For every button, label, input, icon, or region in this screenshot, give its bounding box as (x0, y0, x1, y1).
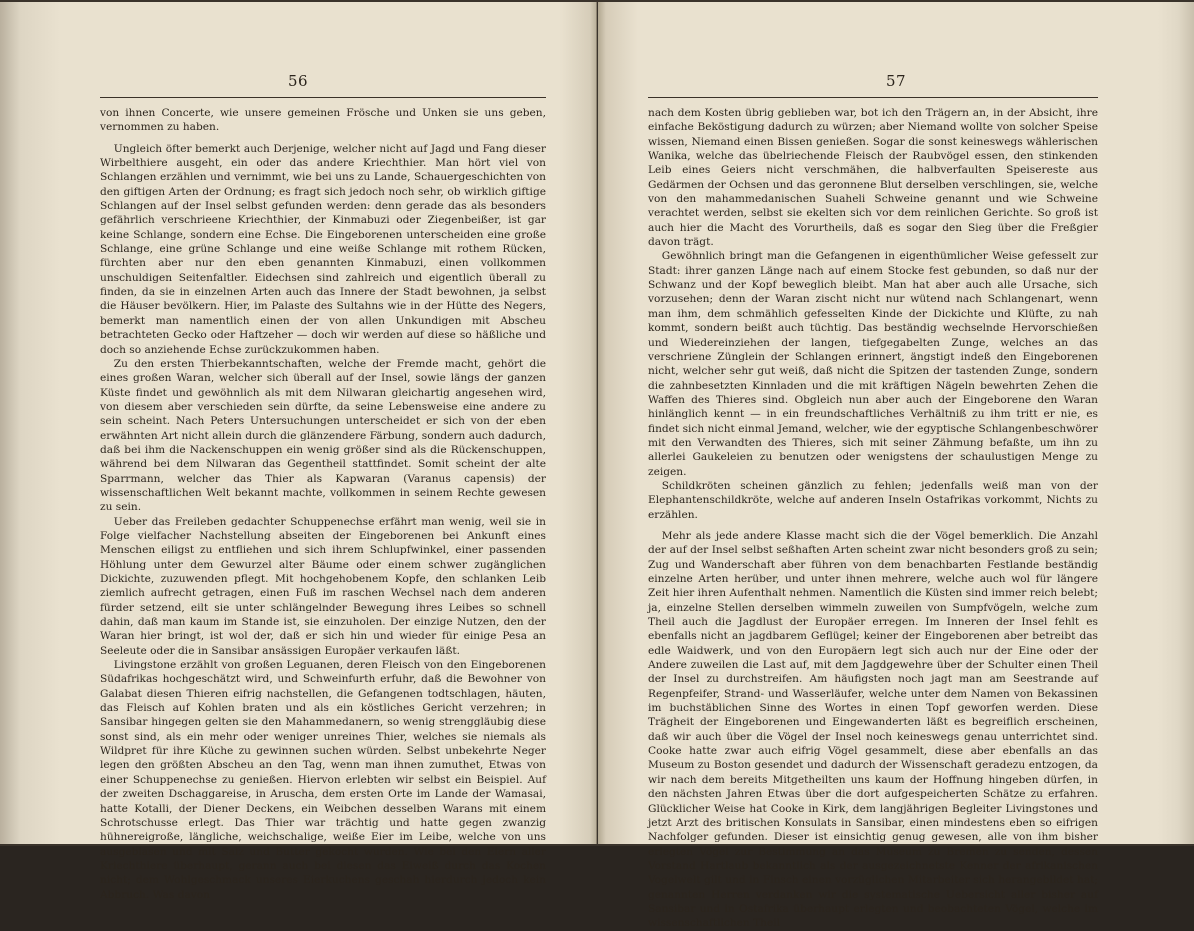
header-rule (100, 97, 546, 98)
paragraph: Ueber das Freileben gedachter Schuppenechse erfährt man wenig, weil sie in Folge vielfacher Nachstellung abseiten der Eingeborenen bei Ankunft eines Menschen eiligst zu entfliehen und sich ihrem Schlupfwinkel, einer passenden Höhlung unter dem Gewurzel alter Bäume oder einem schwer zugänglichen Dickichte, zuzuwenden pflegt. Mit hochgehobenem Kopfe, den schlanken Leib ziemlich aufrecht getragen, einen Fuß im raschen Wechsel nach dem anderen fürder setzend, eilt sie unter schlängelnder Bewegung ihres Leibes so schnell dahin, daß man kaum im Stande ist, sie einzuholen. Der einzige Nutzen, den der Waran hier bringt, ist wol der, daß er sich hin und wieder für einige Pesa an Seeleute oder die in Sansibar ansässigen Europäer verkaufen läßt. (100, 515, 546, 657)
body-text (100, 106, 546, 902)
page-number: 56 (287, 72, 309, 90)
paragraph: Gewöhnlich bringt man die Gefangenen in eigenthümlicher Weise gefesselt zur Stadt: ihrer ganzen Länge nach auf einem Stocke fest gebunden, so daß nur der Schwanz und der Kopf beweglich bleibt. Man hat aber auch alle Ursache, sich vorzusehen; denn der Waran zischt nicht nur wütend nach Schlangenart, wenn man ihm, dem schmählich gefesselten Kinde der Dickichte und Klüfte, zu nah kommt, sondern beißt auch tüchtig. Das beständig wechselnde Hervorschießen und Wiedereinziehen der langen, tiefgegabelten Zunge, welches an das verschriene Zünglein der Schlangen erinnert, ängstigt indeß den Eingeborenen nicht, welcher sehr gut weiß, daß nicht die Spitzen der tastenden Zunge, sondern die zahnbesetzten Kinnladen und die mit kräftigen Nägeln bewehrten Zehen die Waffen des Thieres sind. Obgleich nun aber auch der Eingeborene den Waran hinlänglich kennt — in ein freundschaftliches Verhältniß zu ihm tritt er nie, es findet sich nicht einmal Jemand, welcher, wie der egyptische Schlangenbeschwörer mit den Verwandten des Thieres, sich mit seiner Zähmung befaßte, um ihn zu allerlei Gaukeleien zu benutzen oder wenigstens der schaulustigen Menge zu zeigen. (648, 250, 1098, 478)
right-page (598, 2, 1194, 930)
left-page (0, 2, 597, 901)
paragraph: Livingstone erzählt von großen Leguanen, deren Fleisch von den Eingeborenen Südafrikas hochgeschätzt wird, und Schweinfurth erfuhr, daß die Bewohner von Galabat diesen Thieren eifrig nachstellen, die Gefangenen todtschlagen, häuten, das Fleisch auf Kohlen braten und als ein köstliches Gericht verzehren; in Sansibar hingegen gelten sie den Mahammedanern, so wenig strenggläubig diese sonst sind, als ein mehr oder weniger unreines Thier, welches sie niemals als Wildpret für ihre Küche zu gewinnen suchen würden. Selbst unbekehrte Neger legen den größten Abscheu an den Tag, wenn man ihnen zumuthet, Etwas von einer Schuppenechse zu genießen. Hiervon erlebten wir selbst ein Beispiel. Auf der zweiten Dschaggareise, in Aruscha, dem ersten Orte im Lande der Wamasai, hatte Kotalli, der Diener Deckens, ein Weibchen desselben Warans mit einem Schrotschusse erlegt. Das Thier war trächtig und hatte gegen zwanzig hühnereigroße, längliche, weichschalige, weiße Eier im Leibe, welche von uns ausgeblasen und mit Salz und Butter gekocht wurden. Wie bei den Eiern aller Kriechthiere überhaupt, gerann auch bei diesen das Eiweiß durch das Kochen nicht; dem Wohlgeschmack unseres Eierkuchens geschah hierdurch jedoch kein Abbruch. Was davon (100, 659, 546, 901)
paragraph: Schildkröten scheinen gänzlich zu fehlen; jedenfalls weiß man von der Elephantenschildkröte, welche auf anderen Inseln Ostafrikas vorkommt, Nichts zu erzählen. (648, 479, 1098, 521)
paragraph: Ungleich öfter bemerkt auch Derjenige, welcher nicht auf Jagd und Fang dieser Wirbelthiere ausgeht, ein oder das andere Kriechthier. Man hört viel von Schlangen erzählen und vernimmt, wie bei uns zu Lande, Schauergeschichten von den giftigen Arten der Ordnung; es fragt sich jedoch noch sehr, ob wirklich giftige Schlangen auf der Insel selbst gefunden werden: denn gerade das als besonders gefährlich verschrieene Kriechthier, der Kinmabuzi oder Ziegenbeißer, ist gar keine Schlange, sondern eine Echse. Die Eingeborenen unterscheiden eine große Schlange, eine grüne Schlange und eine weiße Schlange mit rothem Rücken, fürchten aber nur den eben genannten Kinmabuzi, einen vollkommen unschuldigen Seitenfaltler. Eidechsen sind zahlreich und eigentlich überall zu finden, da sie in einzelnen Arten auch das Innere der Stadt bewohnen, ja selbst die Häuser bevölkern. Hier, im Palaste des Sultahns wie in der Hütte des Negers, bemerkt man namentlich einen der von allen Unkundigen mit Abscheu betrachteten Gecko oder Haftzeher — doch wir werden auf diese so häßliche und doch so anziehende Echse zurückzukommen haben. (100, 142, 546, 356)
paragraph: Zu den ersten Thierbekanntschaften, welche der Fremde macht, gehört die eines großen Waran, welcher sich überall auf der Insel, sowie längs der ganzen Küste findet und gewöhnlich als mit dem Nilwaran gleichartig angesehen wird, von diesem aber verschieden sein dürfte, da seine Lebensweise eine andere zu sein scheint. Nach Peters Untersuchungen unterscheidet er sich von der eben erwähnten Art nicht allein durch die glänzendere Färbung, sondern auch dadurch, daß bei ihm die Nackenschuppen ein wenig größer sind als die Rückenschuppen, während bei dem Nilwaran das Gegentheil stattfindet. Somit scheint der alte Sparrmann, welcher das Thier als Kapwaran (Varanus capensis) der wissenschaftlichen Welt bekannt machte, vollkommen in seinem Rechte gewesen zu sein. (100, 357, 546, 514)
paragraph: nach dem Kosten übrig geblieben war, bot ich den Trägern an, in der Absicht, ihre einfache Beköstigung dadurch zu würzen; aber Niemand wollte von solcher Speise wissen, Niemand einen Bissen genießen. Sogar die sonst keineswegs wählerischen Wanika, welche das übelriechende Fleisch der Raubvögel essen, den stinkenden Leib eines Geiers nicht verschmähen, die halbverfaulten Speisereste aus Gedärmen der Ochsen und das geronnene Blut derselben verschlingen, sie, welche von den mahammedanischen Suaheli Schweine genannt und wie Schweine verachtet werden, selbst sie ekelten sich vor dem reinlichen Gerichte. So groß ist auch hier die Macht des Vorurtheils, daß es sogar den Sieg über die Freßgier davon trägt. (648, 107, 1098, 249)
header-rule (648, 97, 1098, 98)
paragraph: von ihnen Concerte, wie unsere gemeinen Frösche und Unken sie uns geben, vernommen zu haben. (100, 107, 546, 134)
page-number: 57 (885, 72, 907, 90)
body-text (648, 106, 1098, 931)
paragraph: Mehr als jede andere Klasse macht sich die der Vögel bemerklich. Die Anzahl der auf der Insel selbst seßhaften Arten scheint zwar nicht besonders groß zu sein; Zug und Wanderschaft aber führen von dem benachbarten Festlande beständig einzelne Arten herüber, und unter ihnen mehrere, welche auch wol für längere Zeit hier ihren Aufenthalt nehmen. Namentlich die Küsten sind immer reich belebt; ja, einzelne Stellen derselben wimmeln zuweilen von Sumpfvögeln, welche zum Theil auch die Jagdlust der Europäer erregen. Im Inneren der Insel fehlt es ebenfalls nicht an jagdbarem Geflügel; keiner der Eingeborenen aber betreibt das edle Waidwerk, und von den Europäern legt sich auch nur der Eine oder der Andere zuweilen die Last auf, mit dem Jagdgewehre über der Schulter einen Theil der Insel zu durchstreifen. Am häufigsten noch jagt man am Seestrande auf Regenpfeifer, Strand- und Wasserläufer, welche unter dem Namen von Bekassinen im buchstäblichen Sinne des Wortes in einen Topf geworfen werden. Diese Trägheit der Eingeborenen und Eingewanderten läßt es begreiflich erscheinen, daß wir auch über die Vögel der Insel noch keineswegs genau unterrichtet sind. Cooke hatte zwar auch eifrig Vögel gesammelt, diese aber ebenfalls an das Museum zu Boston gesendet und dadurch der Wissenschaft geradezu entzogen, da wir nach dem bereits Mitgetheilten uns kaum der Hoffnung hingeben dürfen, in den nächsten Jahren Etwas über die dort aufgespeicherten Schätze zu erfahren. Glücklicher Weise hat Cooke in Kirk, dem langjährigen Begleiter Livingstones und jetzt Arzt des britischen Konsulats in Sansibar, einen mindestens eben so eifrigen Nachfolger gefunden. Dieser ist einsichtig genug gewesen, alle von ihm bisher erlegten Vögel zur Bestimmung an das Museum zu Bremen zu senden, dessen Vorstand Hartlaub bekanntlich als der ausgezeichnetste Kenner der afrikanischen Vogelwelt gilt und in Finsch einen vorzüglichen Mitarbeiter sich herangebildet hat; genannten Herren verdanken wir die systematische Uebersicht aller bisher auf Sansibar und in Ostafrika überhaupt erlegten und beobachteten Vögel, welche im wissenschaftlichen Theil (648, 529, 1098, 930)
